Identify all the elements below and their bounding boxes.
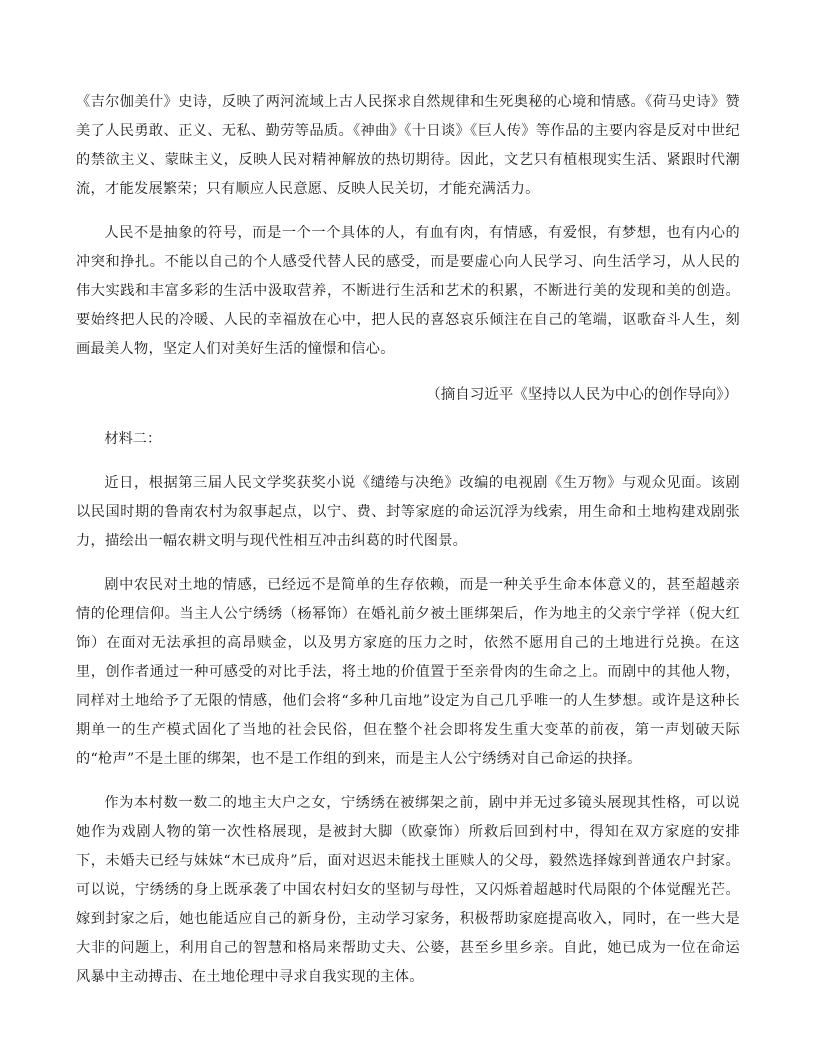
paragraph-people: 人民不是抽象的符号，而是一个一个具体的人，有血有肉，有情感，有爱恨，有梦想，也有内心的冲突和挣扎。不能以自己的个人感受代替人民的感受，而是要虚心向人民学习、向生活学习，从人民的伟大实践和丰富多彩的生活中汲取营养，不断进行生活和艺术的积累，不断进行美的发现和美的创造。要始终把人民的冷暖、人民的幸福放在心中，把人民的喜怒哀乐倾注在自己的笔端，讴歌奋斗人生，刻画最美人物，坚定人们对美好生活的憧憬和信心。	[76, 225, 740, 357]
paragraph-epics: 《吉尔伽美什》史诗，反映了两河流域上古人民探求自然规律和生死奥秘的心境和情感。《荷马史诗》赞美了人民勇敢、正义、无私、勤劳等品质。《神曲》《十日谈》《巨人传》等作品的主要内容是反对中世纪的禁欲主义、蒙昧主义，反映人民对精神解放的热切期待。因此，文艺只有植根现实生活、紧跟时代潮流，才能发展繁荣；只有顺应人民意愿、反映人民关切，才能充满活力。	[76, 94, 740, 197]
material-two-label: 材料二：	[104, 431, 162, 447]
paragraph-drama-intro: 近日，根据第三届人民文学奖获奖小说《缱绻与决绝》改编的电视剧《生万物》与观众见面。该剧以民国时期的鲁南农村为叙事起点，以宁、费、封等家庭的命运沉浮为线索，用生命和土地构建戏剧张力，描绘出一幅农耕文明与现代性相互冲击纠葛的时代图景。	[76, 475, 740, 549]
paragraph-protagonist: 作为本村数一数二的地主大户之女，宁绣绣在被绑架之前，剧中并无过多镜头展现其性格，可以说她作为戏剧人物的第一次性格展现，是被封大脚（欧豪饰）所救后回到村中，得知在双方家庭的安排下，未婚夫已经与妹妹“木已成舟”后，面对迟迟未能找土匪赎人的父母，毅然选择嫁到普通农户封家。可以说，宁绣绣的身上既承袭了中国农村妇女的坚韧与母性，又闪烁着超越时代局限的个体觉醒光芒。嫁到封家之后，她也能适应自己的新身份，主动学习家务，积极帮助家庭提高收入，同时，在一些大是大非的问题上，利用自己的智慧和格局来帮助丈夫、公婆，甚至乡里乡亲。自此，她已成为一位在命运风暴中主动搏击、在土地伦理中寻求自我实现的主体。	[76, 795, 740, 985]
paragraph-land-emotion: 剧中农民对土地的情感，已经远不是简单的生存依赖，而是一种关乎生命本体意义的，甚至超越亲情的伦理信仰。当主人公宁绣绣（杨幂饰）在婚礼前夕被土匪绑架后，作为地主的父亲宁学祥（倪大红饰）在面对无法承担的高昂赎金，以及男方家庭的压力之时，依然不愿用自己的土地进行兑换。在这里，创作者通过一种可感受的对比手法，将土地的价值置于至亲骨肉的生命之上。而剧中的其他人物，同样对土地给予了无限的情感，他们会将“多种几亩地”设定为自己几乎唯一的人生梦想。或许是这种长期单一的生产模式固化了当地的社会民俗，但在整个社会即将发生重大变革的前夜，第一声划破天际的“枪声”不是土匪的绑架，也不是工作组的到来，而是主人公宁绣绣对自己命运的抉择。	[76, 577, 740, 767]
document-page	[76, 88, 740, 992]
source-citation: （摘自习近平《坚持以人民为中心的创作导向》）	[426, 387, 738, 403]
